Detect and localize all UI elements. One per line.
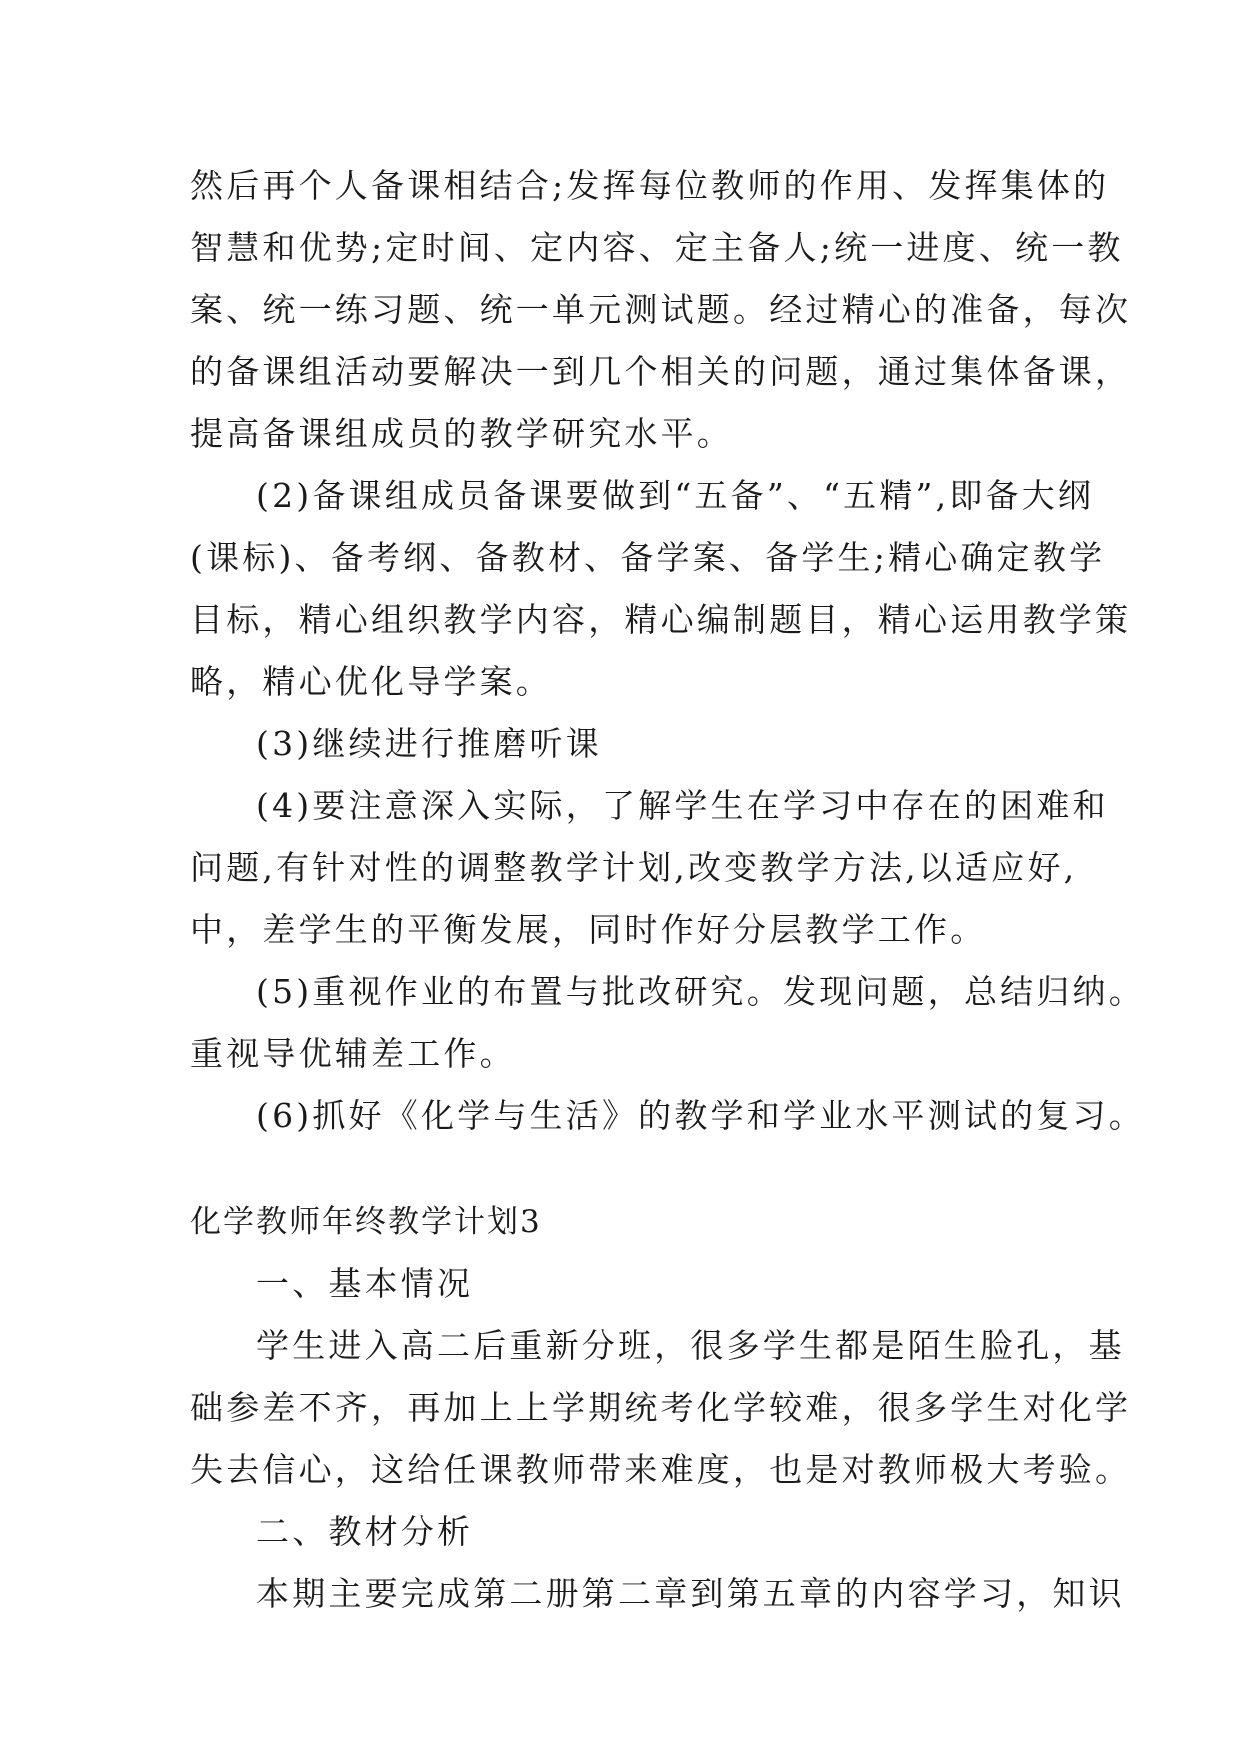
text-line: (2)备课组成员备课要做到“五备”、“五精”,即备大纲: [256, 476, 1095, 515]
paragraph-3: [190, 713, 1050, 775]
paragraph-5: [190, 961, 1145, 1085]
text-line: 本期主要完成第二册第二章到第五章的内容学习，知识: [256, 1574, 1125, 1613]
text-line: 问题,有针对性的调整教学计划,改变教学方法,以适应好,: [190, 848, 1078, 887]
section-title: 化学教师年终教学计划3: [190, 1204, 542, 1240]
text-line: (5)重视作业的布置与批改研究。发现问题，总结归纳。: [256, 972, 1145, 1011]
text-line: 智慧和优势;定时间、定内容、定主备人;统一进度、统一教: [190, 228, 1124, 267]
text-line: 重视导优辅差工作。: [190, 1034, 516, 1073]
text-line: 学生进入高二后重新分班，很多学生都是陌生脸孔，基: [256, 1326, 1125, 1365]
subheading-textbook-analysis: 二、教材分析: [256, 1512, 474, 1551]
text-line: (3)继续进行推磨听课: [256, 724, 602, 763]
paragraph-1: [190, 155, 1132, 465]
document-page: [190, 155, 1145, 1625]
paragraph-6: [190, 1085, 1145, 1147]
text-line: 失去信心，这给任课教师带来难度，也是对教师极大考验。: [190, 1450, 1132, 1489]
paragraph-7: [190, 1315, 1132, 1501]
text-line: 然后再个人备课相结合;发挥每位教师的作用、发挥集体的: [190, 166, 1110, 205]
text-line: (4)要注意深入实际，了解学生在学习中存在的困难和: [256, 786, 1109, 825]
text-line: 中，差学生的平衡发展，同时作好分层教学工作。: [190, 910, 987, 949]
text-line: 的备课组活动要解决一到几个相关的问题，通过集体备课，: [190, 352, 1132, 391]
text-line: 略，精心优化导学案。: [190, 662, 552, 701]
text-line: 案、统一练习题、统一单元测试题。经过精心的准备，每次: [190, 290, 1132, 329]
subheading-basic-situation: 一、基本情况: [256, 1264, 474, 1303]
text-line: (6)抓好《化学与生活》的教学和学业水平测试的复习。: [256, 1096, 1145, 1135]
text-line: (课标)、备考纲、备教材、备学案、备学生;精心确定教学: [190, 538, 1106, 577]
paragraph-8: [190, 1563, 1125, 1625]
text-line: 础参差不齐，再加上上学期统考化学较难，很多学生对化学: [190, 1388, 1132, 1427]
paragraph-4: [190, 775, 1109, 961]
paragraph-2: [190, 465, 1132, 713]
text-line: 提高备课组成员的教学研究水平。: [190, 414, 733, 453]
text-line: 目标，精心组织教学内容，精心编制题目，精心运用教学策: [190, 600, 1132, 639]
